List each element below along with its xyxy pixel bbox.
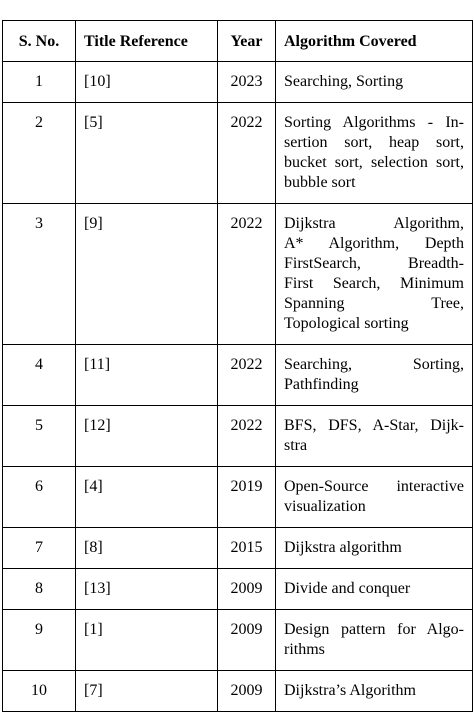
cell-title-reference: [8] bbox=[76, 528, 218, 569]
algorithm-text-line: First Search, Minimum bbox=[284, 275, 464, 292]
algorithm-text-line: Open-Source interactive bbox=[284, 478, 464, 495]
algorithm-text-line: rithms bbox=[284, 641, 325, 658]
cell-algorithm-covered bbox=[276, 528, 473, 569]
table-row bbox=[3, 345, 473, 406]
cell-algorithm-covered bbox=[276, 671, 473, 712]
cell-algorithm-covered bbox=[276, 569, 473, 610]
cell-title-reference: [4] bbox=[76, 467, 218, 528]
table-header-row bbox=[3, 21, 473, 62]
table-row bbox=[3, 62, 473, 103]
cell-year: 2015 bbox=[218, 528, 276, 569]
table-row bbox=[3, 467, 473, 528]
algorithm-text-line: Dijkstra algorithm bbox=[284, 539, 402, 556]
algorithm-text-line: Design pattern for Algo- bbox=[284, 621, 464, 638]
algorithm-text-line: bubble sort bbox=[284, 174, 356, 191]
algorithm-text-line: BFS, DFS, A-Star, Dijk- bbox=[284, 417, 464, 434]
header-year: Year bbox=[218, 21, 276, 62]
cell-sno: 8 bbox=[3, 569, 76, 610]
cell-year: 2022 bbox=[218, 406, 276, 467]
table-row bbox=[3, 671, 473, 712]
cell-algorithm-covered bbox=[276, 467, 473, 528]
cell-title-reference: [9] bbox=[76, 204, 218, 345]
table-row bbox=[3, 406, 473, 467]
header-title-reference: Title Reference bbox=[76, 21, 218, 62]
algorithm-text-line: stra bbox=[284, 437, 308, 454]
algorithm-text-line: Sorting Algorithms - In- bbox=[284, 114, 464, 131]
cell-sno: 4 bbox=[3, 345, 76, 406]
algorithm-text-line: Divide and conquer bbox=[284, 580, 411, 597]
cell-year: 2023 bbox=[218, 62, 276, 103]
algorithm-text-line: FirstSearch, Breadth- bbox=[284, 255, 464, 272]
cell-sno: 7 bbox=[3, 528, 76, 569]
cell-title-reference: [11] bbox=[76, 345, 218, 406]
table-body bbox=[3, 62, 473, 712]
cell-year: 2019 bbox=[218, 467, 276, 528]
cell-title-reference: [10] bbox=[76, 62, 218, 103]
algorithm-text-line: Dijkstra’s Algorithm bbox=[284, 682, 416, 699]
table-row bbox=[3, 610, 473, 671]
cell-title-reference: [5] bbox=[76, 103, 218, 204]
cell-algorithm-covered bbox=[276, 610, 473, 671]
cell-sno: 10 bbox=[3, 671, 76, 712]
algorithm-text-line: Pathfinding bbox=[284, 376, 359, 393]
cell-sno: 1 bbox=[3, 62, 76, 103]
table-row bbox=[3, 204, 473, 345]
cell-algorithm-covered bbox=[276, 62, 473, 103]
algorithm-text-line: Searching, Sorting bbox=[284, 73, 404, 90]
table-row bbox=[3, 103, 473, 204]
cell-title-reference: [7] bbox=[76, 671, 218, 712]
cell-algorithm-covered bbox=[276, 406, 473, 467]
cell-algorithm-covered bbox=[276, 345, 473, 406]
cell-sno: 5 bbox=[3, 406, 76, 467]
algorithm-text-line: A* Algorithm, Depth bbox=[284, 235, 464, 252]
algorithm-text-line: sertion sort, heap sort, bbox=[284, 134, 464, 151]
cell-sno: 6 bbox=[3, 467, 76, 528]
algorithm-text-line: Dijkstra Algorithm, bbox=[284, 215, 464, 232]
cell-year: 2009 bbox=[218, 610, 276, 671]
table-row bbox=[3, 569, 473, 610]
cell-year: 2022 bbox=[218, 103, 276, 204]
header-sno: S. No. bbox=[3, 21, 76, 62]
cell-year: 2022 bbox=[218, 345, 276, 406]
cell-title-reference: [13] bbox=[76, 569, 218, 610]
algorithm-text-line: Searching, Sorting, bbox=[284, 356, 464, 373]
cell-algorithm-covered bbox=[276, 103, 473, 204]
algorithm-text-line: visualization bbox=[284, 498, 366, 515]
header-algorithm-covered: Algorithm Covered bbox=[276, 21, 473, 62]
cell-year: 2009 bbox=[218, 569, 276, 610]
cell-title-reference: [12] bbox=[76, 406, 218, 467]
cell-year: 2022 bbox=[218, 204, 276, 345]
cell-year: 2009 bbox=[218, 671, 276, 712]
algorithm-text-line: Spanning Tree, bbox=[284, 295, 464, 312]
cell-sno: 9 bbox=[3, 610, 76, 671]
algorithm-text-line: bucket sort, selection sort, bbox=[284, 154, 464, 171]
table-row bbox=[3, 528, 473, 569]
cell-sno: 2 bbox=[3, 103, 76, 204]
algorithms-table bbox=[2, 20, 473, 712]
cell-title-reference: [1] bbox=[76, 610, 218, 671]
algorithm-text-line: Topological sorting bbox=[284, 315, 409, 332]
cell-algorithm-covered bbox=[276, 204, 473, 345]
cell-sno: 3 bbox=[3, 204, 76, 345]
